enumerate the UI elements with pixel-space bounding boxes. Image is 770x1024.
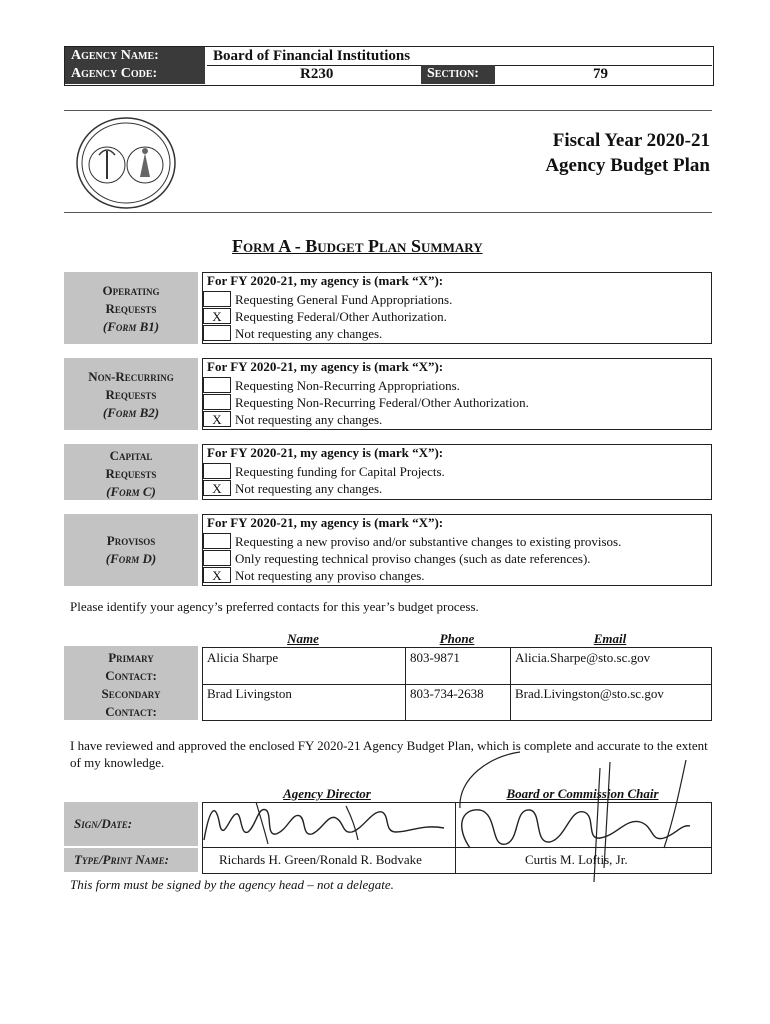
section-value: 79 bbox=[593, 66, 608, 82]
option-label: Not requesting any changes. bbox=[235, 412, 383, 427]
checkbox[interactable]: X bbox=[203, 567, 231, 583]
board-chair-header: Board or Commission Chair bbox=[506, 786, 659, 801]
question: For FY 2020-21, my agency is (mark “X”): bbox=[207, 515, 444, 530]
title-line-1: Fiscal Year 2020-21 bbox=[552, 130, 710, 151]
non-recurring-requests-box bbox=[202, 358, 712, 430]
chair-signature-image bbox=[450, 748, 700, 888]
agency-name-label: Agency Name: bbox=[65, 47, 205, 65]
option-label: Requesting General Fund Appropriations. bbox=[235, 292, 453, 307]
phone-column-header: Phone bbox=[439, 631, 475, 646]
agency-director-header: Agency Director bbox=[283, 786, 371, 801]
non-recurring-requests-label: Non-Recurring Requests (Form B2) bbox=[64, 358, 198, 430]
contacts-label: Primary Contact: Secondary Contact: bbox=[64, 646, 198, 720]
operating-requests-box bbox=[202, 272, 712, 344]
provisos-box bbox=[202, 514, 712, 586]
top-rule bbox=[64, 110, 712, 111]
secondary-contact-name: Brad Livingston bbox=[207, 686, 292, 701]
secondary-contact-email: Brad.Livingston@sto.sc.gov bbox=[515, 686, 664, 701]
col-divider bbox=[405, 648, 406, 720]
option-label: Only requesting technical proviso changes (such as date references). bbox=[235, 551, 591, 566]
provisos-label: Provisos (Form D) bbox=[64, 514, 198, 586]
section-label: Section: bbox=[421, 65, 495, 84]
primary-contact-email: Alicia.Sharpe@sto.sc.gov bbox=[515, 650, 651, 665]
footer-note: This form must be signed by the agency head – not a delegate. bbox=[70, 877, 394, 892]
option-label: Not requesting any changes. bbox=[235, 481, 383, 496]
checkbox[interactable] bbox=[203, 394, 231, 410]
agency-name-value: Board of Financial Institutions bbox=[213, 48, 411, 64]
capital-requests-label: Capital Requests (Form C) bbox=[64, 444, 198, 500]
option-label: Requesting a new proviso and/or substantive changes to existing provisos. bbox=[235, 534, 622, 549]
option-label: Requesting Non-Recurring Federal/Other Authorization. bbox=[235, 395, 529, 410]
option-label: Requesting Federal/Other Authorization. bbox=[235, 309, 447, 324]
checkbox[interactable]: X bbox=[203, 411, 231, 427]
capital-requests-box bbox=[202, 444, 712, 500]
mid-rule bbox=[64, 212, 712, 213]
checkbox[interactable] bbox=[203, 533, 231, 549]
question: For FY 2020-21, my agency is (mark “X”): bbox=[207, 359, 444, 374]
primary-contact-name: Alicia Sharpe bbox=[207, 650, 279, 665]
header-block bbox=[64, 46, 714, 86]
row-divider bbox=[203, 684, 711, 685]
secondary-contact-phone: 803-734-2638 bbox=[410, 686, 484, 701]
director-printed-name: Richards H. Green/Ronald R. Bodvake bbox=[219, 852, 422, 867]
contacts-table bbox=[202, 647, 712, 721]
email-column-header: Email bbox=[593, 631, 627, 646]
approval-statement: I have reviewed and approved the enclosed FY 2020-21 Agency Budget Plan, which is complete and accurate to the extent of my knowledge. bbox=[70, 738, 708, 770]
form-title: Form A - Budget Plan Summary bbox=[232, 236, 483, 256]
checkbox[interactable] bbox=[203, 550, 231, 566]
option-label: Not requesting any proviso changes. bbox=[235, 568, 425, 583]
option-label: Requesting funding for Capital Projects. bbox=[235, 464, 445, 479]
sign-date-label: Sign/Date: bbox=[64, 802, 198, 846]
question: For FY 2020-21, my agency is (mark “X”): bbox=[207, 445, 444, 460]
option-label: Not requesting any changes. bbox=[235, 326, 383, 341]
checkbox[interactable] bbox=[203, 377, 231, 393]
question: For FY 2020-21, my agency is (mark “X”): bbox=[207, 273, 444, 288]
checkbox[interactable] bbox=[203, 291, 231, 307]
col-divider bbox=[510, 648, 511, 720]
checkbox[interactable]: X bbox=[203, 308, 231, 324]
operating-requests-label: Operating Requests (Form B1) bbox=[64, 272, 198, 344]
name-column-header: Name bbox=[287, 631, 319, 646]
chair-printed-name: Curtis M. Loftis, Jr. bbox=[525, 852, 628, 867]
state-seal-icon bbox=[74, 115, 178, 211]
checkbox[interactable] bbox=[203, 463, 231, 479]
agency-code-label: Agency Code: bbox=[65, 65, 205, 84]
contacts-intro: Please identify your agency’s preferred contacts for this year’s budget process. bbox=[70, 599, 479, 614]
title-line-2: Agency Budget Plan bbox=[545, 155, 710, 176]
type-print-name-label: Type/Print Name: bbox=[64, 848, 198, 872]
checkbox[interactable] bbox=[203, 325, 231, 341]
checkbox[interactable]: X bbox=[203, 480, 231, 496]
primary-contact-phone: 803-9871 bbox=[410, 650, 460, 665]
option-label: Requesting Non-Recurring Appropriations. bbox=[235, 378, 460, 393]
director-signature-image bbox=[196, 796, 456, 848]
agency-code-value: R230 bbox=[300, 66, 334, 82]
